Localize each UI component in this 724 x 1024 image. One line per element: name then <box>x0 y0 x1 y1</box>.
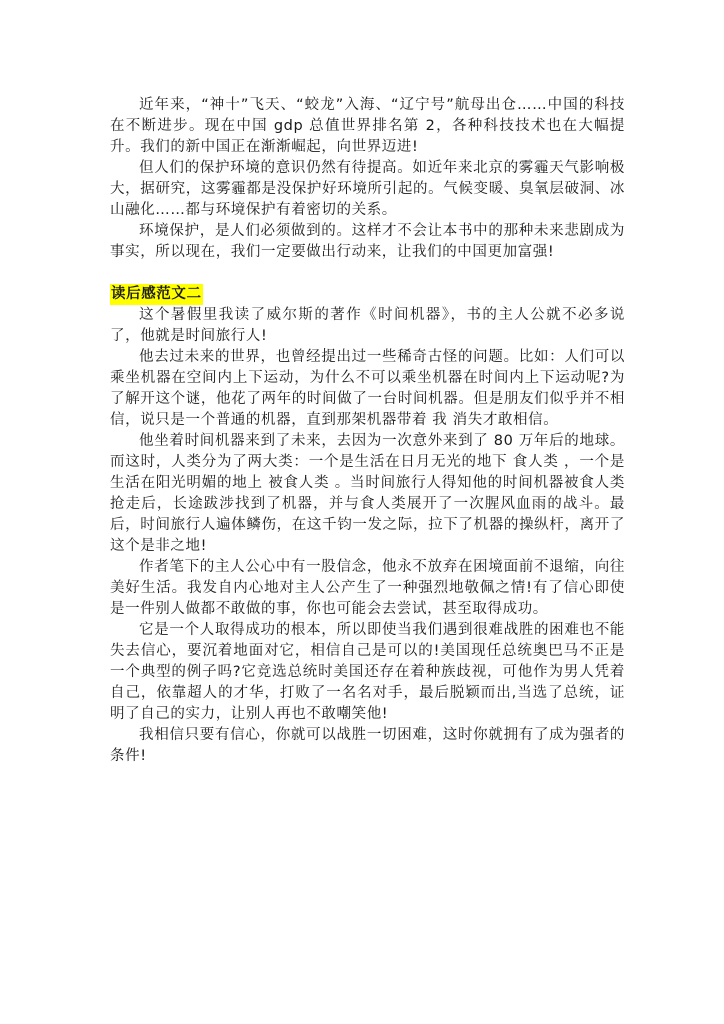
intro-paragraph-1: 近年来，“神十”飞天、“蛟龙”入海、“辽宁号”航母出仓……中国的科技在不断进步。现在中国 gdp 总值世界排名第 2，各种科技技术也在大幅提升。我们的新中国正在渐渐崛起，向世界迈进! <box>110 97 625 155</box>
section-heading-line <box>110 263 625 305</box>
section-paragraph-5: 它是一个人取得成功的根本，所以即使当我们遇到很难战胜的困难也不能失去信心，要沉着地面对它，相信自己是可以的!美国现任总统奥巴马不正是一个典型的例子吗?它竞选总统时美国还存在着种族歧视，可他作为男人凭着自己，依靠超人的才华，打败了一名名对手，最后脱颖而出,当选了总统，证明了自己的实力，让别人再也不敢嘲笑他! <box>110 622 625 722</box>
intro-paragraph-2: 但人们的保护环境的意识仍然有待提高。如近年来北京的雾霾天气影响极大，据研究，这雾霾都是没保护好环境所引起的。气候变暖、臭氧层破洞、冰山融化……都与环境保护有着密切的关系。 <box>110 160 625 218</box>
intro-paragraph-3: 环境保护，是人们必须做到的。这样才不会让本书中的那种未来悲剧成为事实，所以现在，我们一定要做出行动来，让我们的中国更加富强! <box>110 223 625 260</box>
section-paragraph-4: 作者笔下的主人公心中有一股信念，他永不放弃在困境面前不退缩，向往美好生活。我发自内心地对主人公产生了一种强烈地敬佩之情!有了信心即使是一件别人做都不敢做的事，你也可能会去尝试，甚至取得成功。 <box>110 559 625 617</box>
section-paragraph-6: 我相信只要有信心，你就可以战胜一切困难，这时你就拥有了成为强者的条件! <box>110 727 625 764</box>
section-heading: 读后感范文二 <box>110 284 203 305</box>
section-paragraph-1: 这个暑假里我读了威尔斯的著作《时间机器》，书的主人公就不必多说了，他就是时间旅行人! <box>110 307 625 344</box>
section-paragraph-3: 他坐着时间机器来到了未来，去因为一次意外来到了 80 万年后的地球。而这时，人类分为了两大类：一个是生活在日月无光的地下 食人类 ，一个是生活在阳光明媚的地上 被食人类 。当时间旅行人得知他的时间机器被食人类抢走后，长途跋涉找到了机器，并与食人类展开了一次腥风血雨的战斗。最后，时间旅行人遍体鳞伤，在这千钧一发之际，拉下了机器的操纵杆，离开了这个是非之地! <box>110 433 625 554</box>
section-paragraph-2: 他去过未来的世界，也曾经提出过一些稀奇古怪的问题。比如：人们可以乘坐机器在空间内上下运动，为什么不可以乘坐机器在时间内上下运动呢?为了解开这个谜，他花了两年的时间做了一台时间机器。但是朋友们似乎并不相信，说只是一个普通的机器，直到那架机器带着 我 消失才敢相信。 <box>110 349 625 428</box>
document-body <box>110 95 625 767</box>
